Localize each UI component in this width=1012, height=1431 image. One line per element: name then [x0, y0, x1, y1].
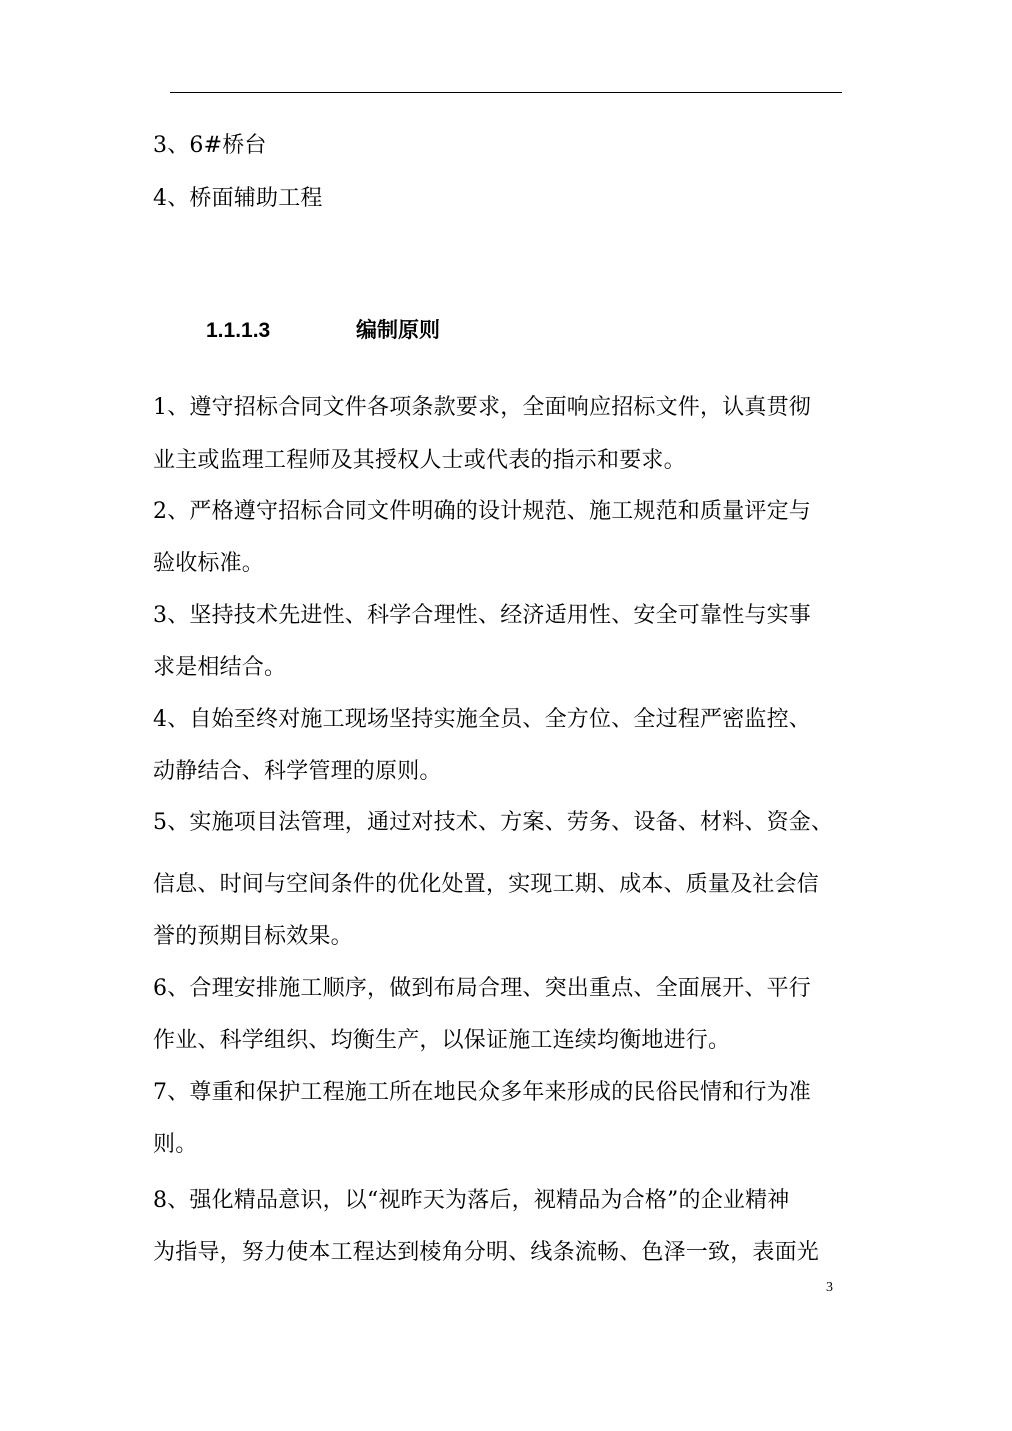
body-line: 2、严格遵守招标合同文件明确的设计规范、施工规范和质量评定与 [153, 499, 811, 524]
list-item-deck-auxiliary: 4、桥面辅助工程 [153, 186, 323, 211]
body-line: 业主或监理工程师及其授权人士或代表的指示和要求。 [153, 448, 686, 473]
body-line: 4、自始至终对施工现场坚持实施全员、全方位、全过程严密监控、 [153, 707, 811, 732]
body-line: 6、合理安排施工顺序，做到布局合理、突出重点、全面展开、平行 [153, 976, 811, 1001]
body-line: 誉的预期目标效果。 [153, 924, 353, 949]
body-line: 5、实施项目法管理，通过对技术、方案、劳务、设备、材料、资金、 [153, 810, 834, 835]
body-line: 为指导，努力使本工程达到棱角分明、线条流畅、色泽一致，表面光 [153, 1240, 820, 1265]
section-number: 1.1.1.3 [206, 319, 271, 342]
list-item-bridge-abutment: 3、6#桥台 [153, 133, 267, 158]
body-line: 验收标准。 [153, 551, 265, 576]
body-line: 则。 [153, 1132, 198, 1157]
body-line: 信息、时间与空间条件的优化处置，实现工期、成本、质量及社会信 [153, 872, 820, 897]
body-line: 8、强化精品意识，以“视昨天为落后，视精品为合格”的企业精神 [153, 1188, 790, 1213]
body-line: 求是相结合。 [153, 655, 287, 680]
body-line: 7、尊重和保护工程施工所在地民众多年来形成的民俗民情和行为准 [153, 1080, 811, 1105]
page-number: 3 [826, 1280, 833, 1295]
body-line: 3、坚持技术先进性、科学合理性、经济适用性、安全可靠性与实事 [153, 603, 811, 628]
section-heading [206, 315, 440, 346]
header-rule [170, 92, 842, 93]
body-line: 动静结合、科学管理的原则。 [153, 759, 442, 784]
body-line: 作业、科学组织、均衡生产，以保证施工连续均衡地进行。 [153, 1028, 731, 1053]
section-title: 编制原则 [356, 318, 440, 342]
body-line: 1、遵守招标合同文件各项条款要求，全面响应招标文件，认真贯彻 [153, 395, 811, 420]
